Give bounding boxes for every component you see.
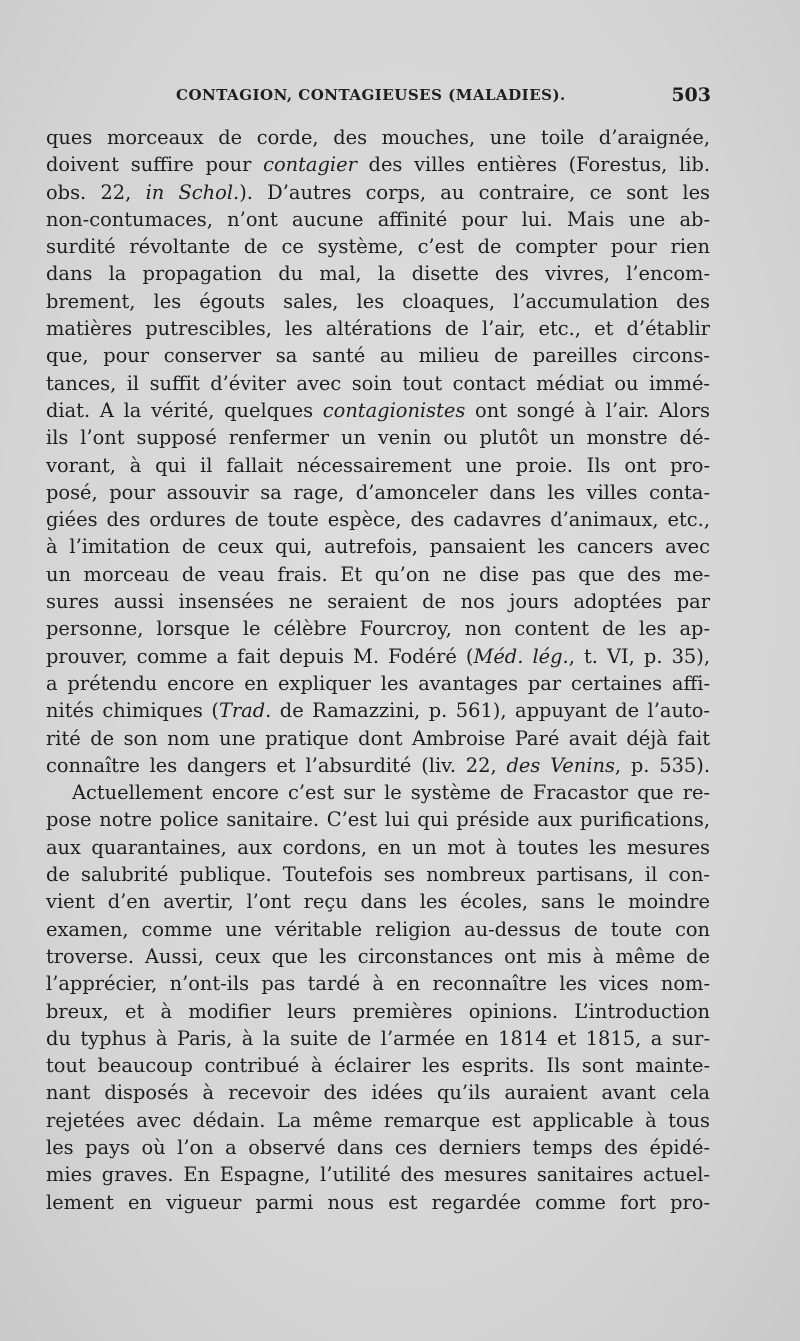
text-segment: du typhus à Paris, à la suite de l’armée en 1814 et 1815, a sur- <box>46 1026 710 1050</box>
text-line <box>46 315 710 342</box>
text-line <box>46 397 710 424</box>
text-segment: ils l’ont supposé renfermer un venin ou plutôt un monstre dé- <box>46 426 710 450</box>
text-segment: l’apprécier, n’ont-ils pas tardé à en reconnaître les vices nom- <box>46 972 710 996</box>
text-line <box>46 588 710 615</box>
text-line <box>46 943 710 970</box>
page-number: 503 <box>671 84 711 106</box>
text-segment: matières putrescibles, les altérations de l’air, etc., et d’établir <box>46 317 710 341</box>
text-segment: tances, il suffit d’éviter avec soin tout contact médiat ou immé- <box>46 371 710 395</box>
text-segment: que, pour conserver sa santé au milieu de pareilles circons- <box>46 344 710 368</box>
text-line <box>46 479 710 506</box>
italic-segment: Trad. <box>218 699 272 723</box>
text-line <box>46 124 710 151</box>
text-segment: troverse. Aussi, ceux que les circonstances ont mis à même de <box>46 944 710 968</box>
text-segment: Actuellement encore c’est sur le système de Fracastor que re- <box>72 781 710 805</box>
text-line <box>46 288 710 315</box>
text-segment: obs. 22, <box>46 180 146 204</box>
text-segment: giées des ordures de toute espèce, des cadavres d’animaux, etc., <box>46 508 710 532</box>
text-line <box>46 233 710 260</box>
text-segment: sures aussi insensées ne seraient de nos jours adoptées par <box>46 590 710 614</box>
text-segment: à l’imitation de ceux qui, autrefois, pansaient les cancers avec <box>46 535 710 559</box>
text-line <box>46 260 710 287</box>
italic-segment: contagionistes <box>322 398 466 422</box>
text-segment: surdité révoltante de ce système, c’est de compter pour rien <box>46 235 710 259</box>
text-line <box>46 888 710 915</box>
text-segment: ). D’autres corps, au contraire, ce sont les <box>239 180 710 204</box>
text-line <box>46 670 710 697</box>
text-line <box>46 1052 710 1079</box>
text-line <box>46 151 710 178</box>
text-line <box>46 424 710 451</box>
text-segment: mies graves. En Espagne, l’utilité des mesures sanitaires actuel- <box>46 1163 710 1187</box>
text-segment: dans la propagation du mal, la disette des vivres, l’encom- <box>46 262 710 286</box>
text-line <box>46 561 710 588</box>
text-line <box>46 998 710 1025</box>
text-line <box>46 1189 710 1216</box>
text-segment: tout beaucoup contribué à éclairer les esprits. Ils sont mainte- <box>46 1054 710 1078</box>
text-segment: a prétendu encore en expliquer les avantages par certaines affi- <box>46 671 710 695</box>
text-line <box>46 697 710 724</box>
text-line <box>46 834 710 861</box>
text-segment: posé, pour assouvir sa rage, d’amonceler dans les villes conta- <box>46 480 710 504</box>
text-segment: vorant, à qui il fallait nécessairement une proie. Ils ont pro- <box>46 453 710 477</box>
text-segment: diat. A la vérité, quelques <box>46 398 323 422</box>
text-line <box>46 752 710 779</box>
italic-segment: in Schol. <box>145 180 240 204</box>
text-segment: de Ramazzini, p. 561), appuyant de l’auto- <box>271 699 710 723</box>
text-segment: prouver, comme a fait depuis M. Fodéré ( <box>46 644 474 668</box>
text-line <box>46 506 710 533</box>
text-segment: , t. VI, p. 35), <box>568 644 710 668</box>
page-header <box>176 86 711 116</box>
text-line <box>46 1107 710 1134</box>
text-segment: examen, comme une véritable religion au-dessus de toute con <box>46 917 710 941</box>
text-segment: rité de son nom une pratique dont Ambroise Paré avait déjà fait <box>46 726 710 750</box>
text-segment: lement en vigueur parmi nous est regardée comme fort pro- <box>46 1190 710 1214</box>
text-line <box>46 916 710 943</box>
text-segment: ques morceaux de corde, des mouches, une toile d’araignée, <box>46 126 710 149</box>
text-segment: , p. 535). <box>614 753 710 777</box>
text-line <box>46 725 710 752</box>
text-segment: un morceau de veau frais. Et qu’on ne dise pas que des me- <box>46 562 710 586</box>
text-line <box>46 452 710 479</box>
text-line <box>46 1079 710 1106</box>
text-line <box>46 615 710 642</box>
text-line <box>46 533 710 560</box>
text-line <box>46 1025 710 1052</box>
text-segment: brement, les égouts sales, les cloaques, l’accumulation des <box>46 289 710 313</box>
italic-segment: des Venins <box>506 753 615 777</box>
text-line <box>46 861 710 888</box>
text-segment: doivent suffire pour <box>46 153 264 177</box>
italic-segment: contagier <box>263 153 357 177</box>
text-segment: les pays où l’on a observé dans ces derniers temps des épidé- <box>46 1135 710 1159</box>
text-line <box>46 179 710 206</box>
text-segment: rejetées avec dédain. La même remarque est applicable à tous <box>46 1108 710 1132</box>
text-line <box>46 970 710 997</box>
italic-segment: Méd. lég. <box>473 644 569 668</box>
text-segment: ont songé à l’air. Alors <box>465 398 710 422</box>
text-segment: nités chimiques ( <box>46 699 219 723</box>
text-segment: personne, lorsque le célèbre Fourcroy, non content de les ap- <box>46 617 710 641</box>
text-line <box>46 806 710 833</box>
text-segment: non-contumaces, n’ont aucune affinité pour lui. Mais une ab- <box>46 207 710 231</box>
text-segment: des villes entières (Forestus, lib. <box>356 153 710 177</box>
body-text <box>46 124 710 1216</box>
text-line <box>46 1161 710 1188</box>
text-segment: breux, et à modifier leurs premières opinions. L’introduction <box>46 999 710 1023</box>
text-line <box>46 206 710 233</box>
text-segment: vient d’en avertir, l’ont reçu dans les écoles, sans le moindre <box>46 890 710 914</box>
text-segment: aux quarantaines, aux cordons, en un mot à toutes les mesures <box>46 835 710 859</box>
running-title: CONTAGION, CONTAGIEUSES (MALADIES). <box>176 86 566 104</box>
text-line <box>46 342 710 369</box>
text-segment: pose notre police sanitaire. C’est lui qui préside aux purifications, <box>46 808 710 832</box>
text-line <box>46 643 710 670</box>
text-line <box>46 779 710 806</box>
text-segment: connaître les dangers et l’absurdité (liv. 22, <box>46 753 507 777</box>
text-line <box>46 370 710 397</box>
text-line <box>46 1134 710 1161</box>
text-segment: nant disposés à recevoir des idées qu’ils auraient avant cela <box>46 1081 710 1105</box>
text-segment: de salubrité publique. Toutefois ses nombreux partisans, il con- <box>46 863 710 887</box>
